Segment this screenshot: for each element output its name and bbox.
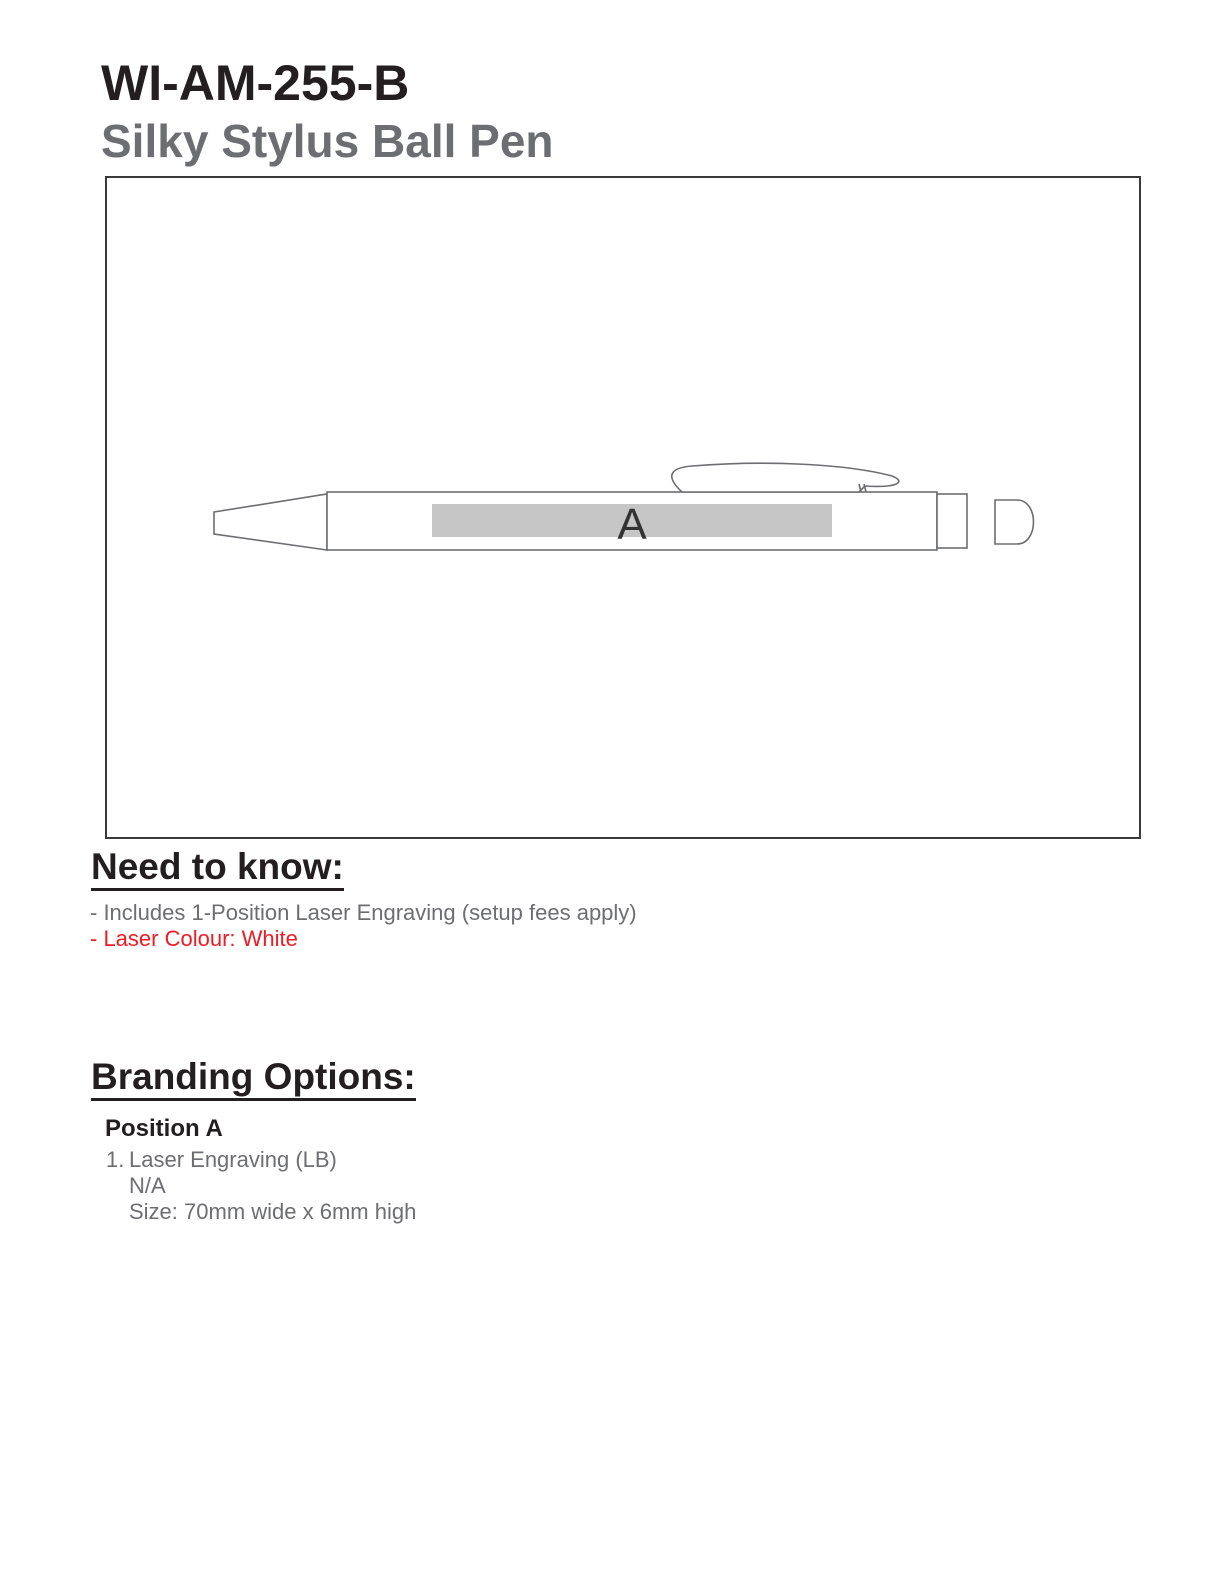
pen-tip	[214, 494, 327, 550]
product-name: Silky Stylus Ball Pen	[101, 115, 554, 167]
product-drawing-frame	[105, 176, 1141, 839]
print-area-label: A	[617, 500, 647, 549]
option-size: Size: 70mm wide x 6mm high	[129, 1199, 417, 1224]
position-title: Position A	[105, 1115, 223, 1142]
pen-end-cap	[937, 494, 967, 548]
branding-options-heading: Branding Options:	[91, 1058, 416, 1101]
option-name: Laser Engraving (LB)	[129, 1147, 337, 1172]
option-colours: N/A	[129, 1173, 166, 1198]
pen-illustration	[107, 178, 1139, 837]
stylus-tip	[995, 500, 1034, 544]
need-to-know-heading: Need to know:	[91, 848, 344, 891]
need-to-know-item: - Includes 1-Position Laser Engraving (setup fees apply)	[90, 900, 637, 925]
option-number: 1.	[106, 1147, 125, 1172]
need-to-know-item-highlight: - Laser Colour: White	[90, 926, 298, 951]
product-code: WI-AM-255-B	[101, 55, 410, 111]
